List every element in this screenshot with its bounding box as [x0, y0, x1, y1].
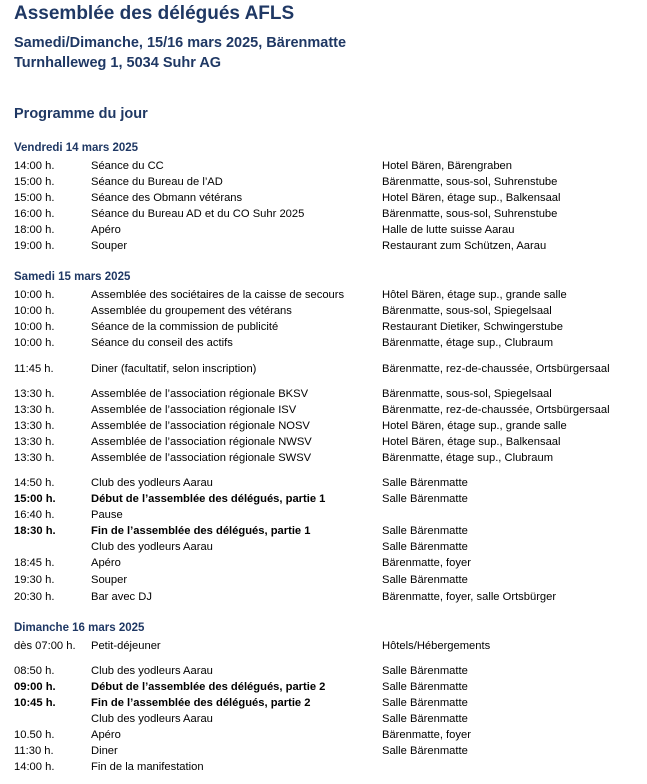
- location-cell: Salle Bärenmatte: [382, 713, 468, 725]
- schedule-row: [14, 238, 639, 254]
- schedule-row: [14, 638, 639, 654]
- schedule-row: [14, 158, 639, 174]
- location-cell: Bärenmatte, foyer: [382, 729, 471, 741]
- time-cell: 14:00 h.: [14, 761, 55, 773]
- event-cell: Apéro: [91, 224, 121, 236]
- time-cell: 20:30 h.: [14, 591, 55, 603]
- schedule-row: [14, 319, 639, 335]
- time-cell: 18:30 h.: [14, 525, 56, 537]
- time-cell: 16:40 h.: [14, 509, 55, 521]
- time-cell: 09:00 h.: [14, 681, 56, 693]
- event-cell: Séance du Bureau de l’AD: [91, 176, 223, 188]
- location-cell: Hotel Bären, étage sup., Balkensaal: [382, 192, 561, 204]
- event-cell: Assemblée de l’association régionale NOSV: [91, 420, 310, 432]
- schedule-row: [14, 402, 639, 418]
- schedule-row: [14, 727, 639, 743]
- event-cell: Bar avec DJ: [91, 591, 152, 603]
- location-cell: Salle Bärenmatte: [382, 574, 468, 586]
- location-cell: Bärenmatte, rez-de-chaussée, Ortsbürgersaal: [382, 363, 610, 375]
- event-cell: Fin de l’assemblée des délégués, partie 2: [91, 697, 311, 709]
- location-cell: Hotel Bären, étage sup., grande salle: [382, 420, 567, 432]
- time-cell: 14:00 h.: [14, 160, 55, 172]
- event-cell: Diner: [91, 745, 118, 757]
- time-cell: 13:30 h.: [14, 420, 55, 432]
- schedule-row: [14, 450, 639, 466]
- time-cell: 14:50 h.: [14, 477, 55, 489]
- day-heading: Vendredi 14 mars 2025: [14, 142, 139, 154]
- event-cell: Apéro: [91, 557, 121, 569]
- event-cell: Club des yodleurs Aarau: [91, 541, 213, 553]
- schedule-row: [14, 475, 639, 491]
- time-cell: 10:00 h.: [14, 321, 55, 333]
- location-cell: Bärenmatte, foyer: [382, 557, 471, 569]
- event-cell: Pause: [91, 509, 123, 521]
- location-cell: Salle Bärenmatte: [382, 541, 468, 553]
- location-cell: Restaurant Dietiker, Schwingerstube: [382, 321, 563, 333]
- schedule-row: [14, 491, 639, 507]
- time-cell: 13:30 h.: [14, 452, 55, 464]
- event-cell: Séance de la commission de publicité: [91, 321, 279, 333]
- location-cell: Hotel Bären, étage sup., Balkensaal: [382, 436, 561, 448]
- time-cell: 10:00 h.: [14, 305, 55, 317]
- schedule-row: [14, 523, 639, 539]
- schedule-row: [14, 287, 639, 303]
- schedule-row: [14, 507, 639, 523]
- location-cell: Bärenmatte, foyer, salle Ortsbürger: [382, 591, 557, 603]
- schedule-row: [14, 418, 639, 434]
- event-date: Samedi/Dimanche, 15/16 mars 2025, Bärenmatte: [14, 35, 347, 51]
- schedule-row: [14, 386, 639, 402]
- schedule-row: [14, 589, 639, 605]
- event-cell: Diner (facultatif, selon inscription): [91, 363, 257, 375]
- schedule-row: [14, 743, 639, 759]
- time-cell: 08:50 h.: [14, 665, 55, 677]
- event-cell: Assemblée de l’association régionale BKSV: [91, 388, 309, 400]
- location-cell: Salle Bärenmatte: [382, 493, 468, 505]
- time-cell: 18:00 h.: [14, 224, 55, 236]
- event-cell: Petit-déjeuner: [91, 640, 161, 652]
- event-cell: Assemblée de l’association régionale SWSV: [91, 452, 312, 464]
- event-cell: Séance du CC: [91, 160, 164, 172]
- location-cell: Restaurant zum Schützen, Aarau: [382, 240, 547, 252]
- time-cell: 15:00 h.: [14, 176, 55, 188]
- time-cell: 10:45 h.: [14, 697, 56, 709]
- time-cell: 15:00 h.: [14, 192, 55, 204]
- schedule-row: [14, 206, 639, 222]
- event-cell: Séance des Obmann vétérans: [91, 192, 243, 204]
- location-cell: Hôtels/Hébergements: [382, 640, 491, 652]
- schedule-row: [14, 572, 639, 588]
- location-cell: Salle Bärenmatte: [382, 681, 468, 693]
- event-cell: Assemblée des sociétaires de la caisse de secours: [91, 289, 345, 301]
- time-cell: 13:30 h.: [14, 436, 55, 448]
- event-cell: Séance du conseil des actifs: [91, 337, 233, 349]
- event-cell: Assemblée du groupement des vétérans: [91, 305, 292, 317]
- time-cell: 11:30 h.: [14, 745, 54, 757]
- document-title: Assemblée des délégués AFLS: [14, 3, 295, 24]
- location-cell: Halle de lutte suisse Aarau: [382, 224, 515, 236]
- event-address: Turnhalleweg 1, 5034 Suhr AG: [14, 55, 222, 71]
- location-cell: Bärenmatte, étage sup., Clubraum: [382, 452, 554, 464]
- time-cell: 11:45 h.: [14, 363, 54, 375]
- time-cell: 19:30 h.: [14, 574, 55, 586]
- schedule-row: [14, 711, 639, 727]
- schedule-row: [14, 663, 639, 679]
- location-cell: Salle Bärenmatte: [382, 525, 468, 537]
- schedule-row: [14, 361, 639, 377]
- schedule-row: [14, 190, 639, 206]
- location-cell: Salle Bärenmatte: [382, 697, 468, 709]
- event-cell: Fin de l’assemblée des délégués, partie 1: [91, 525, 311, 537]
- event-cell: Souper: [91, 574, 128, 586]
- schedule-row: [14, 174, 639, 190]
- location-cell: Bärenmatte, étage sup., Clubraum: [382, 337, 554, 349]
- location-cell: Salle Bärenmatte: [382, 665, 468, 677]
- location-cell: Bärenmatte, rez-de-chaussée, Ortsbürgersaal: [382, 404, 610, 416]
- time-cell: dès 07:00 h.: [14, 640, 76, 652]
- location-cell: Bärenmatte, sous-sol, Spiegelsaal: [382, 305, 552, 317]
- location-cell: Bärenmatte, sous-sol, Suhrenstube: [382, 176, 558, 188]
- schedule-row: [14, 679, 639, 695]
- schedule-row: [14, 555, 639, 571]
- location-cell: Bärenmatte, sous-sol, Spiegelsaal: [382, 388, 552, 400]
- day-heading: Samedi 15 mars 2025: [14, 271, 131, 283]
- day-heading: Dimanche 16 mars 2025: [14, 622, 145, 634]
- schedule-row: [14, 303, 639, 319]
- time-cell: 15:00 h.: [14, 493, 56, 505]
- event-cell: Séance du Bureau AD et du CO Suhr 2025: [91, 208, 305, 220]
- location-cell: Hotel Bären, Bärengraben: [382, 160, 512, 172]
- event-cell: Club des yodleurs Aarau: [91, 713, 213, 725]
- schedule-row: [14, 222, 639, 238]
- event-cell: Début de l’assemblée des délégués, partie 2: [91, 681, 326, 693]
- time-cell: 16:00 h.: [14, 208, 55, 220]
- location-cell: Hôtel Bären, étage sup., grande salle: [382, 289, 567, 301]
- time-cell: 10.50 h.: [14, 729, 55, 741]
- event-cell: Assemblée de l’association régionale NWSV: [91, 436, 312, 448]
- event-cell: Club des yodleurs Aarau: [91, 665, 213, 677]
- event-cell: Fin de la manifestation: [91, 761, 204, 773]
- schedule-row: [14, 695, 639, 711]
- event-cell: Club des yodleurs Aarau: [91, 477, 213, 489]
- time-cell: 10:00 h.: [14, 289, 55, 301]
- program-heading: Programme du jour: [14, 106, 148, 122]
- time-cell: 18:45 h.: [14, 557, 55, 569]
- schedule-row: [14, 759, 639, 775]
- schedule-row: [14, 539, 639, 555]
- event-cell: Apéro: [91, 729, 121, 741]
- event-cell: Assemblée de l’association régionale ISV: [91, 404, 297, 416]
- time-cell: 13:30 h.: [14, 388, 55, 400]
- schedule-row: [14, 434, 639, 450]
- schedule-row: [14, 335, 639, 351]
- event-cell: Souper: [91, 240, 128, 252]
- location-cell: Salle Bärenmatte: [382, 745, 468, 757]
- location-cell: Salle Bärenmatte: [382, 477, 468, 489]
- event-cell: Début de l’assemblée des délégués, partie 1: [91, 493, 326, 505]
- time-cell: 19:00 h.: [14, 240, 55, 252]
- time-cell: 10:00 h.: [14, 337, 55, 349]
- time-cell: 13:30 h.: [14, 404, 55, 416]
- location-cell: Bärenmatte, sous-sol, Suhrenstube: [382, 208, 558, 220]
